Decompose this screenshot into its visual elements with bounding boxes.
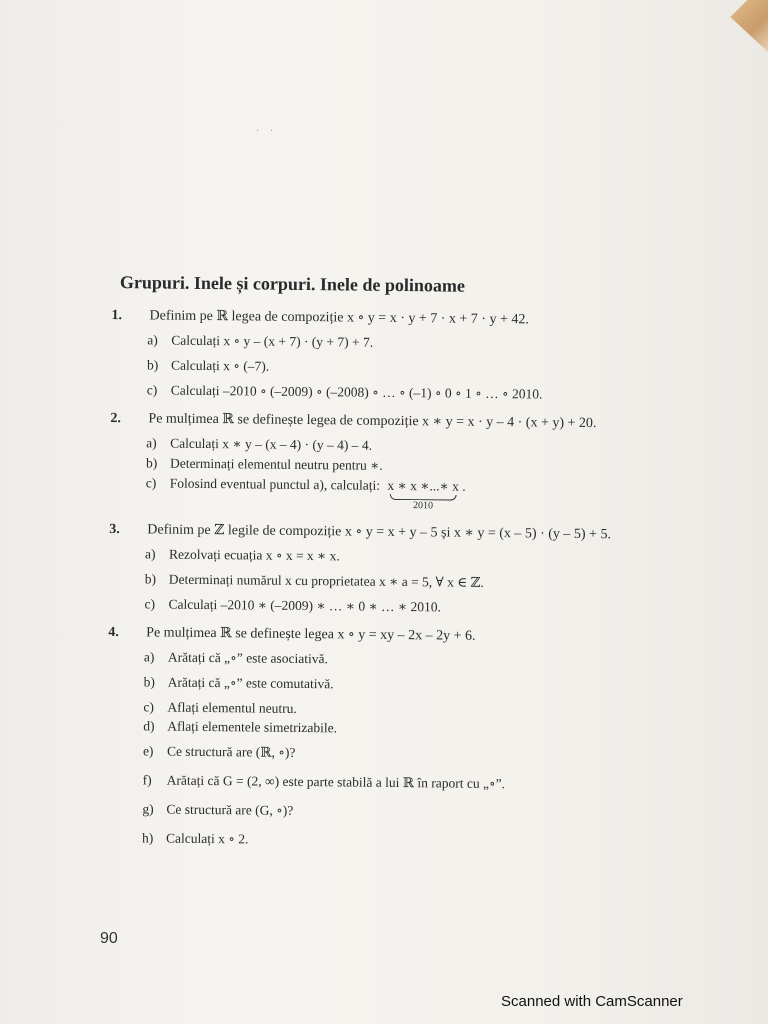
subitem-text: Ce structură are (G, ∘)? [166, 801, 294, 818]
subitems [147, 331, 712, 404]
subitem-label: g) [142, 801, 154, 817]
problem-number: 1. [111, 307, 123, 324]
problem-statement [111, 307, 711, 331]
subitem-label: b) [145, 455, 158, 471]
subitem [147, 331, 711, 354]
subitem-text: Determinați elementul neutru pentru ∗. [169, 455, 383, 473]
subitem-label: a) [143, 649, 155, 665]
subitem-suffix: . [462, 478, 466, 494]
problem-statement [109, 521, 709, 545]
subitem [146, 474, 710, 515]
problem-2 [110, 410, 711, 515]
subitem [146, 434, 710, 457]
document-content [106, 272, 712, 864]
subitem-label: b) [146, 357, 159, 373]
problem-number: 2. [110, 410, 122, 427]
subitem-label: a) [146, 435, 157, 451]
subitem [143, 717, 707, 740]
subitem-text: Calculați x ∘ 2. [165, 830, 249, 847]
underbrace-expression [387, 477, 459, 513]
subitem-label: a) [147, 332, 158, 348]
subitem-label: a) [144, 546, 156, 562]
subitem-text: Aflați elementul neutru. [167, 699, 297, 716]
statement-text: Definim pe ℤ legile de compoziție x ∘ y = x + y – 5 și x ∗ y = (x – 5) · (y – 5) + 5. [147, 522, 612, 543]
subitem-text: Calculați –2010 ∗ (–2009) ∗ … ∗ 0 ∗ … ∗ 2010. [168, 596, 441, 615]
subitem-label: c) [145, 475, 157, 491]
problem-3 [108, 521, 709, 618]
problem-4 [106, 624, 708, 852]
subitem-label: e) [142, 743, 154, 759]
subitem [143, 742, 707, 765]
subitem-text: Calculați x ∗ y – (x – 4) · (y – 4) – 4. [170, 435, 373, 453]
problem-number: 3. [109, 521, 120, 538]
subitem-text: Calculați x ∘ (–7). [170, 357, 270, 374]
problem-statement [110, 410, 710, 434]
subitem-text: Ce structură are (ℝ, ∘)? [166, 743, 296, 760]
subitem [144, 595, 708, 618]
statement-text: Definim pe ℝ legea de compoziție x ∘ y = x · y + 7 · x + 7 · y + 42. [149, 308, 529, 328]
subitem [143, 771, 707, 794]
page-number: 90 [100, 930, 118, 947]
subitem-text: Rezolvați ecuația x ∘ x = x ∗ x. [168, 546, 340, 564]
subitems [142, 648, 708, 852]
subitem-label: c) [144, 596, 156, 612]
subitem [144, 673, 708, 696]
subitems [144, 545, 709, 618]
subitem [144, 648, 708, 671]
statement-text: Pe mulțimea ℝ se definește legea x ∘ y = xy – 2x – 2y + 6. [146, 625, 476, 644]
underbrace-top: x ∗ x ∗...∗ x [387, 477, 459, 494]
subitem-label: b) [144, 571, 157, 587]
subitem-text: Aflați elementele simetrizabile. [167, 718, 338, 736]
subitem [147, 381, 711, 404]
subitem-label: c) [146, 382, 158, 398]
problem-number: 4. [108, 624, 119, 641]
subitem [142, 800, 706, 823]
underbrace-count: 2010 [412, 500, 434, 512]
subitem-text: Arătați că „∘” este asociativă. [167, 649, 328, 667]
subitem-label: h) [141, 830, 154, 846]
subitem-text [170, 475, 466, 513]
subitem [142, 829, 706, 852]
paper-specks: · · [256, 126, 278, 137]
subitem-text: Arătați că G = (2, ∞) este parte stabilă a lui ℝ în raport cu „∘”. [166, 772, 506, 792]
subitem-text: Arătați că „∘” este comutativă. [167, 674, 334, 692]
subitem-label: c) [143, 699, 155, 715]
statement-text: Pe mulțimea ℝ se definește legea de compoziție x ∗ y = x · y – 4 · (x + y) + 20. [148, 411, 597, 432]
subitem [146, 454, 710, 477]
subitem [147, 356, 711, 379]
subitem-label: b) [143, 674, 156, 690]
subitem-text: Calculați x ∘ y – (x + 7) · (y + 7) + 7. [171, 332, 374, 350]
subitem-text: Determinați numărul x cu proprietatea x ∗ a = 5, ∀ x ∈ ℤ. [168, 571, 484, 590]
problem-1 [111, 307, 712, 404]
subitem [145, 545, 709, 568]
subitem-label: f) [142, 772, 152, 788]
scanner-watermark: Scanned with CamScanner [501, 993, 683, 1010]
subitem-text: Calculați –2010 ∘ (–2009) ∘ (–2008) ∘ … ∘ (–1) ∘ 0 ∘ 1 ∘ … ∘ 2010. [170, 382, 543, 402]
subitems [146, 434, 711, 515]
subitem-label: d) [143, 718, 155, 734]
subitem-lead-text: Folosind eventual punctul a), calculați: [169, 475, 381, 493]
problem-statement [108, 624, 708, 648]
section-title: Grupuri. Inele și corpuri. Inele de polinoame [119, 272, 465, 296]
subitem [145, 570, 709, 593]
